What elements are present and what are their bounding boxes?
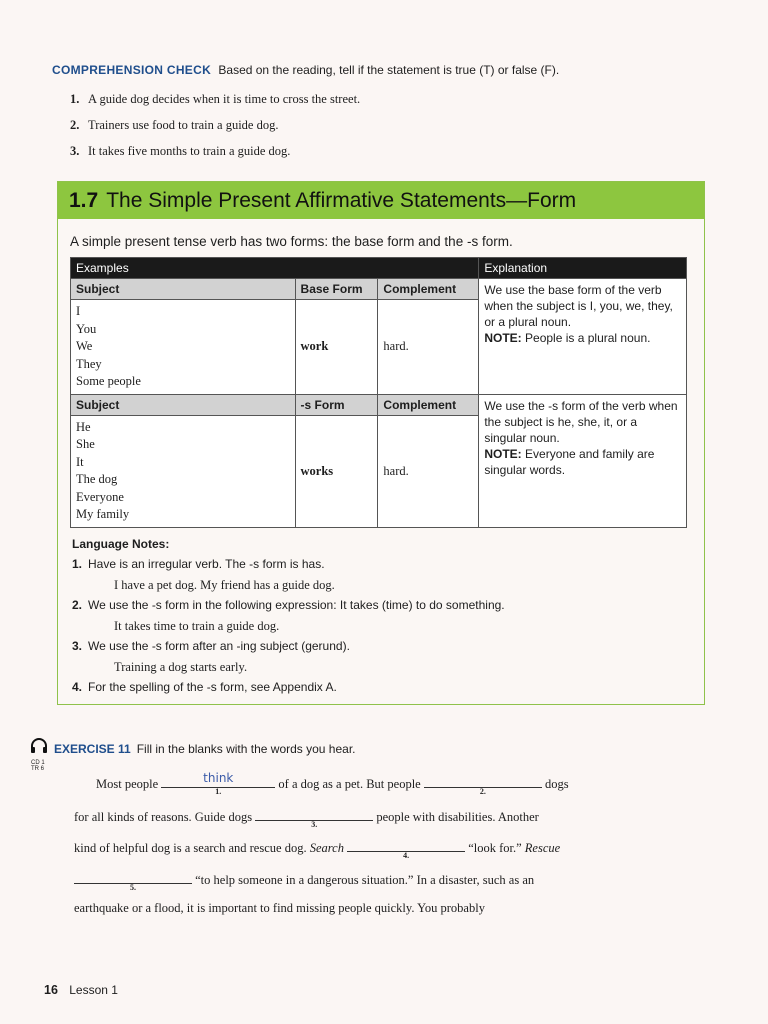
- headphones-icon[interactable]: [30, 737, 48, 755]
- list-item: 3. It takes five months to train a guide dog.: [70, 143, 291, 158]
- language-notes-title: Language Notes:: [72, 537, 170, 551]
- s-explanation: We use the -s form of the verb when the subject is he, she, it, or a singular noun. NOTE: Everyone and family are singular words.: [479, 394, 687, 527]
- base-subjects: I You We They Some people: [71, 300, 296, 395]
- comprehension-title: COMPREHENSION CHECK: [52, 63, 212, 77]
- list-item: 1. Have is an irregular verb. The -s form is has.: [72, 557, 325, 571]
- comprehension-check: [52, 63, 732, 164]
- comprehension-instruction: Based on the reading, tell if the statement is true (T) or false (F).: [218, 63, 560, 77]
- examples-header: Examples: [71, 258, 479, 279]
- blank-1-answer: think: [203, 771, 234, 785]
- s-form-header: -s Form: [295, 394, 378, 415]
- page-footer: [44, 983, 118, 997]
- lesson-label: Lesson 1: [69, 983, 118, 997]
- s-complement: hard.: [378, 415, 479, 527]
- complement-header: Complement: [378, 279, 479, 300]
- base-complement: hard.: [378, 300, 479, 395]
- blank-2[interactable]: 2.: [424, 774, 542, 788]
- exercise-line-2: for all kinds of reasons. Guide dogs 3. people with disabilities. Another: [74, 807, 539, 825]
- s-subjects: He She It The dog Everyone My family: [71, 415, 296, 527]
- grammar-intro: A simple present tense verb has two forms: the base form and the -s form.: [70, 234, 513, 249]
- list-item: 4. For the spelling of the -s form, see Appendix A.: [72, 680, 337, 694]
- subject-header: Subject: [71, 394, 296, 415]
- grammar-box: [57, 181, 705, 705]
- subject-header: Subject: [71, 279, 296, 300]
- exercise-instruction: Fill in the blanks with the words you hear.: [136, 742, 356, 756]
- note-example: I have a pet dog. My friend has a guide dog.: [114, 577, 335, 592]
- exercise-title: EXERCISE 11: [54, 742, 131, 756]
- complement-header: Complement: [378, 394, 479, 415]
- exercise-line-5: earthquake or a flood, it is important to find missing people quickly. You probably: [74, 901, 485, 915]
- blank-1[interactable]: think 1.: [161, 774, 275, 788]
- grammar-title: The Simple Present Affirmative Statements—Form: [106, 188, 577, 212]
- exercise-line-3: kind of helpful dog is a search and rescue dog. Search 4. “look for.” Rescue: [74, 838, 560, 856]
- list-item: 2. Trainers use food to train a guide dog.: [70, 117, 279, 132]
- s-verb: works: [295, 415, 378, 527]
- blank-3[interactable]: 3.: [255, 807, 373, 821]
- grammar-title-bar: [58, 182, 704, 219]
- comprehension-list: [52, 86, 732, 164]
- exercise-line-1: Most people think 1. of a dog as a pet. But people 2. dogs: [96, 771, 569, 796]
- list-item: 1. A guide dog decides when it is time to cross the street.: [70, 91, 361, 106]
- exercise-header: [30, 737, 356, 772]
- list-item: 2. We use the -s form in the following expression: It takes (time) to do something.: [72, 598, 505, 612]
- language-notes: [72, 537, 692, 698]
- blank-5[interactable]: 5.: [74, 870, 192, 884]
- blank-4[interactable]: 4.: [347, 838, 465, 852]
- page-number: 16: [44, 983, 58, 997]
- explanation-header: Explanation: [479, 258, 687, 279]
- list-item: 3. We use the -s form after an -ing subject (gerund).: [72, 639, 350, 653]
- base-verb: work: [295, 300, 378, 395]
- grammar-number: 1.7: [69, 188, 99, 212]
- base-explanation: We use the base form of the verb when the subject is I, you, we, they, or a plural noun. NOTE: People is a plural noun.: [479, 279, 687, 395]
- grammar-chart: [70, 257, 687, 528]
- audio-track: CD 1 TR 6: [31, 760, 45, 772]
- base-form-header: Base Form: [295, 279, 378, 300]
- note-example: Training a dog starts early.: [114, 659, 248, 674]
- exercise-line-4: 5. “to help someone in a dangerous situation.” In a disaster, such as an: [74, 870, 534, 888]
- note-example: It takes time to train a guide dog.: [114, 618, 280, 633]
